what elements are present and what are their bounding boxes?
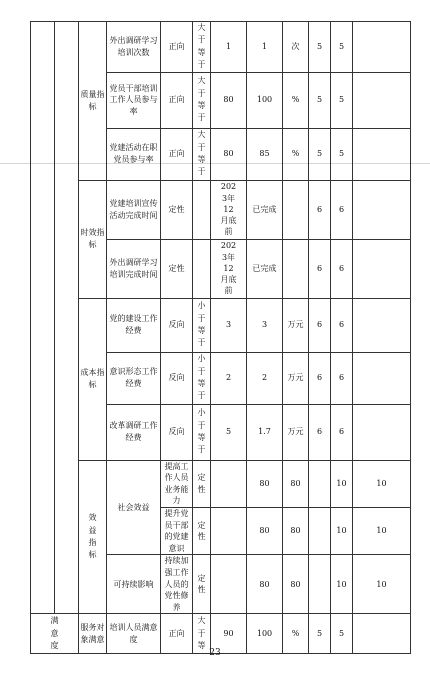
indicator-operator [211, 555, 247, 614]
indicator-note [353, 352, 411, 404]
indicator-score: 10 [353, 460, 411, 507]
indicator-score: 6 [331, 352, 353, 404]
indicator-unit: % [283, 72, 309, 128]
indicator-target: 80 [247, 555, 283, 614]
indicator-operator [193, 180, 211, 239]
indicator-score: 5 [331, 128, 353, 180]
indicator-name: 意识形态工作经费 [107, 352, 161, 404]
indicator-nature: 反向 [161, 404, 193, 460]
indicator-target: 3 [211, 298, 247, 352]
indicator-weight: 6 [309, 298, 331, 352]
indicator-nature: 正向 [161, 72, 193, 128]
page-number: 23 [209, 648, 221, 658]
indicator-nature: 定性 [193, 460, 211, 507]
indicator-weight: 5 [309, 72, 331, 128]
category-sustainable-impact: 可持续影响 [107, 555, 161, 614]
indicator-score: 6 [331, 180, 353, 239]
indicator-nature: 正向 [161, 614, 193, 654]
indicator-unit: 次 [283, 22, 309, 73]
indicator-note [353, 128, 411, 180]
category-service-object-satisfaction: 服务对象满意 [79, 614, 107, 654]
indicator-unit: 万元 [283, 352, 309, 404]
indicator-operator: 小于等于 [193, 404, 211, 460]
indicator-weight: 6 [309, 404, 331, 460]
indicator-name: 持续加强工作人员的党性修养 [161, 555, 193, 614]
indicator-weight: 6 [309, 352, 331, 404]
indicator-name: 培训人员满意度 [107, 614, 161, 654]
indicator-note [353, 239, 411, 298]
indicator-operator: 小于等于 [193, 298, 211, 352]
indicator-name: 外出调研学习培训完成时间 [107, 239, 161, 298]
indicator-operator [211, 460, 247, 507]
indicator-nature: 定性 [161, 180, 193, 239]
indicator-unit: % [283, 614, 309, 654]
indicator-actual: 3 [247, 298, 283, 352]
indicator-nature: 定性 [193, 507, 211, 554]
blank-cell [55, 22, 79, 614]
table-row [31, 298, 411, 352]
indicator-weight: 10 [331, 460, 353, 507]
indicator-unit [309, 460, 331, 507]
indicator-actual: 1 [247, 22, 283, 73]
indicator-actual: 80 [283, 555, 309, 614]
indicator-actual: 80 [283, 507, 309, 554]
indicator-score: 5 [331, 72, 353, 128]
indicator-score: 5 [331, 22, 353, 73]
indicator-note [353, 404, 411, 460]
indicator-unit [283, 239, 309, 298]
indicator-unit [283, 180, 309, 239]
indicator-target: 1 [211, 22, 247, 73]
indicator-name: 外出调研学习培训次数 [107, 22, 161, 73]
indicator-actual: 已完成 [247, 239, 283, 298]
indicator-note [353, 298, 411, 352]
indicator-nature: 反向 [161, 298, 193, 352]
indicator-operator: 大于等 [193, 614, 211, 654]
category-benefit: 效益指标 [79, 460, 107, 614]
indicator-actual: 100 [247, 72, 283, 128]
indicator-nature: 正向 [161, 22, 193, 73]
indicator-name: 提高工作人员业务能力 [161, 460, 193, 507]
indicator-unit: 万元 [283, 298, 309, 352]
indicator-score: 10 [353, 555, 411, 614]
indicator-actual: 100 [247, 614, 283, 654]
indicator-nature: 反向 [161, 352, 193, 404]
indicator-target: 80 [247, 460, 283, 507]
indicator-nature: 定性 [193, 555, 211, 614]
indicator-actual: 80 [283, 460, 309, 507]
indicator-name: 党的建设工作经费 [107, 298, 161, 352]
indicator-name: 党建活动在职党员参与率 [107, 128, 161, 180]
category-cost: 成本指标 [79, 298, 107, 460]
indicator-target: 2023年12月底前 [211, 180, 247, 239]
indicator-weight: 10 [331, 507, 353, 554]
category-timeliness: 时效指标 [79, 180, 107, 298]
indicator-target: 2 [211, 352, 247, 404]
indicator-target: 90 [211, 614, 247, 654]
indicator-name: 改革调研工作经费 [107, 404, 161, 460]
indicator-unit [309, 507, 331, 554]
indicator-weight: 5 [309, 614, 331, 654]
indicator-actual: 2 [247, 352, 283, 404]
indicator-operator: 大于等于 [193, 22, 211, 73]
indicator-operator [193, 239, 211, 298]
indicator-score: 6 [331, 404, 353, 460]
indicator-actual: 85 [247, 128, 283, 180]
indicator-name: 党建培训宣传活动完成时间 [107, 180, 161, 239]
indicator-note [353, 22, 411, 73]
indicator-score: 10 [353, 507, 411, 554]
indicator-score: 5 [331, 614, 353, 654]
indicator-actual: 1.7 [247, 404, 283, 460]
indicator-operator [211, 507, 247, 554]
indicator-weight: 6 [309, 239, 331, 298]
indicator-target: 5 [211, 404, 247, 460]
indicator-nature: 定性 [161, 239, 193, 298]
category-satisfaction: 满意度 [31, 614, 79, 654]
indicator-unit: % [283, 128, 309, 180]
indicator-name: 党员干部培训工作人员参与率 [107, 72, 161, 128]
indicator-operator: 小于等于 [193, 352, 211, 404]
indicator-score: 6 [331, 298, 353, 352]
table-row [31, 22, 411, 73]
indicator-weight: 5 [309, 128, 331, 180]
performance-indicator-table [30, 21, 411, 654]
indicator-target: 2023年12月底前 [211, 239, 247, 298]
table-row [31, 180, 411, 239]
indicator-weight: 10 [331, 555, 353, 614]
indicator-note [353, 72, 411, 128]
indicator-operator: 大于等于 [193, 72, 211, 128]
blank-cell [31, 22, 55, 614]
category-quality: 质量指标 [79, 22, 107, 181]
indicator-target: 80 [211, 72, 247, 128]
indicator-weight: 6 [309, 180, 331, 239]
indicator-target: 80 [211, 128, 247, 180]
indicator-operator: 大于等于 [193, 128, 211, 180]
indicator-score: 6 [331, 239, 353, 298]
indicator-unit: 万元 [283, 404, 309, 460]
indicator-unit [309, 555, 331, 614]
indicator-note [353, 180, 411, 239]
indicator-weight: 5 [309, 22, 331, 73]
indicator-target: 80 [247, 507, 283, 554]
indicator-actual: 已完成 [247, 180, 283, 239]
indicator-name: 提升党员干部的党建意识 [161, 507, 193, 554]
category-social-benefit: 社会效益 [107, 460, 161, 555]
indicator-nature: 正向 [161, 128, 193, 180]
table-row [31, 460, 411, 507]
